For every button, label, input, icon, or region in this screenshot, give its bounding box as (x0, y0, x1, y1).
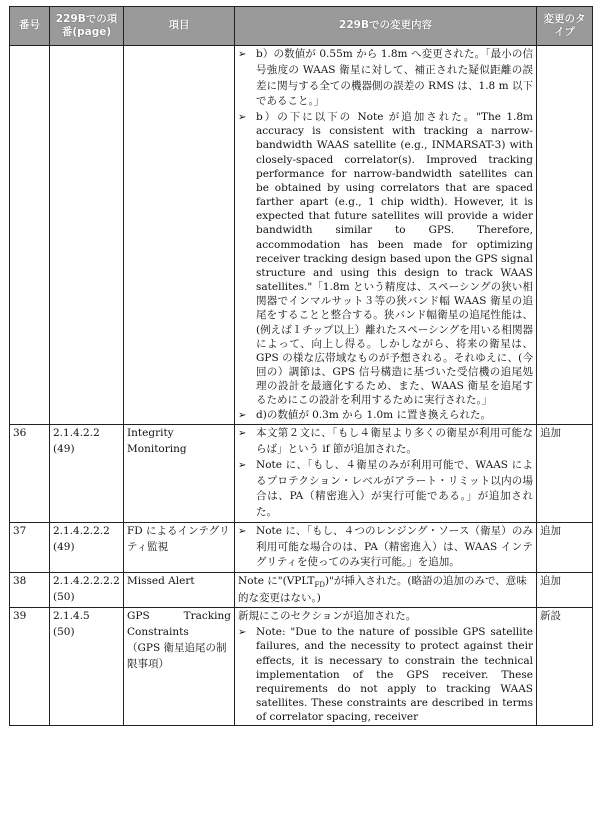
changes-table (9, 6, 593, 726)
change-intro: 新規にこのセクションが追加された。 (238, 610, 417, 623)
bullet-arrow-icon: ➢ (238, 409, 247, 421)
header-item: 項目 (124, 7, 235, 46)
row-changes (235, 608, 537, 726)
bullet-item: ➢ b）の下に以下の Note が追加された。"The 1.8m accuracy is consistent with tracking a narrow-bandwidth WAAS satellite (e.g., INMARSAT-3) with closely-spaced correlator(s). Improved tracking performance for narrow-bandwidth satellites can be obtained by using correlators that are spaced farther apart (e.g., 1 chip width). However, it is expected that future satellites will provide a wider bandwidth similar to GPS. Therefore, accommodation has been made for optimizing receiver tracking design based upon the GPS signal structure and using this design to track WAAS satellites."「1.8m という精度は、スペーシングの狭い相関器でインマルサット３等の狭バンド幅 WAAS 衛星の追尾をすることと整合する。狭バンド幅衛星の追尾性能は、(例えば１チップ以上）離れたスペーシングを用いる相関器によって、向上し得る。しかしながら、将来の衛星は、GPS の様な広帯域なものが予想される。それゆえに、(今回の）調節は、GPS 信号構造に基づいた受信機の追尾処理の設計を最適化するため、また、WAAS 衛星を追尾するためにこの設計を利用するために実行された。」 (238, 111, 533, 407)
header-changes: 229Bでの変更内容 (235, 7, 537, 46)
row-item: FD によるインテグリティ監視 (124, 522, 235, 572)
change-text-end: )"が挿入された。(略語の追加のみで、意味的な変更はない。) (238, 575, 527, 604)
row-type (537, 46, 593, 425)
bullet-arrow-icon: ➢ (238, 627, 247, 639)
row-section: 2.1.4.2.2 (49) (50, 425, 124, 523)
item-title: GPS Tracking Constraints (127, 610, 231, 639)
table-row (10, 608, 593, 726)
table-row (10, 522, 593, 572)
row-item (124, 608, 235, 726)
bullet-item: ➢ Note: "Due to the nature of possible GPS satellite failures, and the necessity to protect against their effects, it is necessary to constrain the technical implementation of the GPS receiver. These requirements do not apply to tracking WAAS satellites. These constraints are described in terms of correlator spacing, receiver (238, 626, 533, 724)
row-type: 追加 (537, 573, 593, 608)
row-item: Missed Alert (124, 573, 235, 608)
row-no: 37 (10, 522, 50, 572)
row-type: 追加 (537, 425, 593, 523)
row-section (50, 46, 124, 425)
bullet-arrow-icon: ➢ (238, 112, 247, 123)
row-section: 2.1.4.2.2.2.2 (50) (50, 573, 124, 608)
bullet-item: ➢ d)の数値が 0.3m から 1.0m に置き換えられた。 (238, 408, 533, 424)
bullet-arrow-icon: ➢ (238, 525, 247, 537)
header-type: 変更のタイプ (537, 7, 593, 46)
row-type: 追加 (537, 522, 593, 572)
row-changes (235, 522, 537, 572)
change-text: Note に"(VPLT (238, 575, 315, 588)
bullet-arrow-icon: ➢ (238, 428, 247, 440)
row-item: Integrity Monitoring (124, 425, 235, 523)
bullet-item: ➢ 本文第２文に、「もし４衛星より多くの衛星が利用可能ならば」という if 節が追加された。 (238, 426, 533, 458)
row-item (124, 46, 235, 425)
bullet-arrow-icon: ➢ (238, 49, 247, 60)
row-section: 2.1.4.5 (50) (50, 608, 124, 726)
table-row (10, 573, 593, 608)
row-no: 36 (10, 425, 50, 523)
row-changes (235, 46, 537, 425)
header-row (10, 7, 593, 46)
bullet-arrow-icon: ➢ (238, 459, 247, 471)
row-changes (235, 573, 537, 608)
row-no: 39 (10, 608, 50, 726)
bullet-item: ➢ b）の数値が 0.55m から 1.8m へ変更された。「最小の信号強度の WAAS 衛星に対して、補正された疑似距離の誤差に関与する全ての機器側の誤差の RMS は、1.8 m 以下であること。」 (238, 47, 533, 110)
table-row (10, 46, 593, 425)
row-no (10, 46, 50, 425)
header-no: 番号 (10, 7, 50, 46)
subscript-text: FD (314, 581, 325, 590)
item-subtitle: （GPS 衛星追尾の制限事項） (127, 641, 227, 670)
bullet-item: ➢ Note に、「もし、４衛星のみが利用可能で、WAAS によるプロテクション・レベルがアラート・リミット以内の場合は、PA（精密進入）が実行可能である。」が追加された。 (238, 458, 533, 521)
row-section: 2.1.4.2.2.2 (49) (50, 522, 124, 572)
table-row (10, 425, 593, 523)
row-no: 38 (10, 573, 50, 608)
row-type: 新設 (537, 608, 593, 726)
row-changes (235, 425, 537, 523)
bullet-item: ➢ Note に、「もし、４つのレンジング・ソース（衛星）のみ利用可能な場合のは、PA（精密進入）は、WAAS インテグリティを使ってのみ実行可能。」を追加。 (238, 524, 533, 571)
header-section: 229Bでの項番(page) (50, 7, 124, 46)
